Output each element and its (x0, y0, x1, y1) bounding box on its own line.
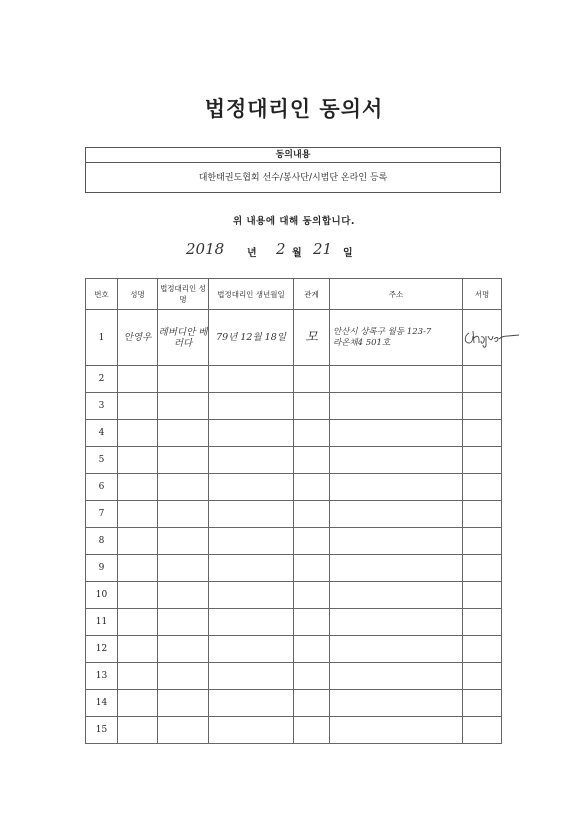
cell-guardian-name (158, 555, 209, 582)
cell-no: 6 (86, 474, 118, 501)
cell-signature (463, 366, 502, 393)
cell-guardian-birth (209, 420, 294, 447)
table-row (86, 420, 502, 447)
cell-guardian-birth (209, 474, 294, 501)
cell-address (330, 366, 463, 393)
cell-name (118, 555, 158, 582)
cell-guardian-name (158, 420, 209, 447)
cell-guardian-name (158, 474, 209, 501)
cell-guardian-birth (209, 716, 294, 743)
cell-guardian-birth (209, 501, 294, 528)
cell-relation (294, 447, 330, 474)
cell-address (330, 420, 463, 447)
guardian-consent-table (85, 278, 502, 744)
cell-address (330, 582, 463, 609)
cell-signature (463, 690, 502, 717)
table-row (86, 582, 502, 609)
handwritten-signature (461, 327, 521, 349)
cell-relation (294, 555, 330, 582)
table-row (86, 636, 502, 663)
date-day: 21 (313, 240, 333, 258)
cell-relation (294, 420, 330, 447)
cell-name (118, 636, 158, 663)
cell-address (330, 555, 463, 582)
header-relation: 관계 (294, 279, 330, 310)
table-row (86, 690, 502, 717)
cell-address (330, 609, 463, 636)
cell-name (118, 366, 158, 393)
cell-signature (463, 582, 502, 609)
cell-address (330, 501, 463, 528)
cell-no: 1 (86, 310, 118, 366)
cell-no: 2 (86, 366, 118, 393)
cell-guardian-birth (209, 663, 294, 690)
cell-address (330, 393, 463, 420)
cell-guardian-birth: 79년 12월 18일 (209, 310, 294, 366)
cell-name (118, 582, 158, 609)
table-row (86, 447, 502, 474)
date-month-label: 월 (292, 248, 302, 259)
cell-no: 8 (86, 528, 118, 555)
cell-relation (294, 690, 330, 717)
cell-relation (294, 582, 330, 609)
cell-name (118, 663, 158, 690)
cell-guardian-name (158, 636, 209, 663)
cell-name (118, 690, 158, 717)
cell-relation (294, 716, 330, 743)
cell-signature (463, 609, 502, 636)
header-no: 번호 (86, 279, 118, 310)
date-year: 2018 (186, 240, 225, 258)
cell-address (330, 690, 463, 717)
cell-guardian-birth (209, 393, 294, 420)
cell-name (118, 474, 158, 501)
cell-guardian-birth (209, 609, 294, 636)
cell-no: 15 (86, 716, 118, 743)
date-day-label: 일 (343, 248, 353, 259)
cell-name (118, 716, 158, 743)
cell-guardian-name (158, 663, 209, 690)
table-row (86, 555, 502, 582)
date-year-label: 년 (247, 248, 257, 259)
cell-guardian-birth (209, 366, 294, 393)
table-row (86, 310, 502, 366)
cell-guardian-name (158, 393, 209, 420)
cell-relation (294, 663, 330, 690)
cell-address (330, 447, 463, 474)
table-row (86, 716, 502, 743)
cell-signature (463, 310, 502, 366)
cell-guardian-birth (209, 555, 294, 582)
cell-relation (294, 501, 330, 528)
cell-no: 12 (86, 636, 118, 663)
header-guardian-name: 법정대리인 성명 (158, 279, 209, 310)
cell-relation (294, 393, 330, 420)
cell-name (118, 447, 158, 474)
cell-signature (463, 420, 502, 447)
cell-no: 3 (86, 393, 118, 420)
table-row (86, 366, 502, 393)
cell-guardian-name (158, 366, 209, 393)
cell-no: 9 (86, 555, 118, 582)
cell-no: 13 (86, 663, 118, 690)
cell-guardian-name (158, 609, 209, 636)
cell-no: 11 (86, 609, 118, 636)
cell-name (118, 420, 158, 447)
cell-name (118, 393, 158, 420)
cell-address (330, 663, 463, 690)
table-row (86, 663, 502, 690)
cell-relation (294, 528, 330, 555)
cell-address (330, 474, 463, 501)
cell-guardian-name: 레버디안 베러다 (158, 310, 209, 366)
cell-address (330, 636, 463, 663)
cell-no: 14 (86, 690, 118, 717)
table-header-row (86, 279, 502, 310)
cell-address (330, 528, 463, 555)
cell-name (118, 609, 158, 636)
cell-signature (463, 501, 502, 528)
cell-relation (294, 366, 330, 393)
cell-signature (463, 474, 502, 501)
consent-content-header: 동의내용 (86, 148, 500, 163)
table-row (86, 474, 502, 501)
cell-signature (463, 555, 502, 582)
header-address: 주소 (330, 279, 463, 310)
cell-guardian-birth (209, 636, 294, 663)
header-signature: 서명 (463, 279, 502, 310)
header-guardian-birth: 법정대리인 생년월일 (209, 279, 294, 310)
cell-guardian-name (158, 690, 209, 717)
cell-guardian-name (158, 447, 209, 474)
document-title: 법정대리인 동의서 (204, 97, 384, 121)
header-name: 성명 (118, 279, 158, 310)
cell-signature (463, 528, 502, 555)
cell-guardian-birth (209, 582, 294, 609)
cell-guardian-birth (209, 690, 294, 717)
consent-content-body: 대한태권도협회 선수/봉사단/시범단 온라인 등록 (198, 173, 388, 183)
cell-signature (463, 636, 502, 663)
cell-no: 7 (86, 501, 118, 528)
consent-content-box (85, 147, 501, 193)
cell-signature (463, 716, 502, 743)
cell-no: 10 (86, 582, 118, 609)
table-row (86, 393, 502, 420)
cell-guardian-birth (209, 528, 294, 555)
cell-relation (294, 636, 330, 663)
cell-guardian-name (158, 501, 209, 528)
cell-address (330, 716, 463, 743)
cell-guardian-name (158, 716, 209, 743)
agreement-statement: 위 내용에 대해 동의합니다. (233, 216, 355, 227)
table-body (86, 310, 502, 744)
cell-address: 안산시 상록구 월동 123-7 라온채4 501호 (330, 310, 463, 366)
cell-relation (294, 609, 330, 636)
cell-name: 안영우 (118, 310, 158, 366)
cell-signature (463, 447, 502, 474)
cell-guardian-birth (209, 447, 294, 474)
cell-no: 5 (86, 447, 118, 474)
cell-name (118, 501, 158, 528)
date-month: 2 (276, 240, 286, 258)
table-row (86, 609, 502, 636)
cell-relation (294, 474, 330, 501)
table-row (86, 501, 502, 528)
cell-signature (463, 393, 502, 420)
cell-name (118, 528, 158, 555)
cell-guardian-name (158, 528, 209, 555)
table-row (86, 528, 502, 555)
cell-relation: 모 (294, 310, 330, 366)
cell-signature (463, 663, 502, 690)
cell-no: 4 (86, 420, 118, 447)
cell-guardian-name (158, 582, 209, 609)
